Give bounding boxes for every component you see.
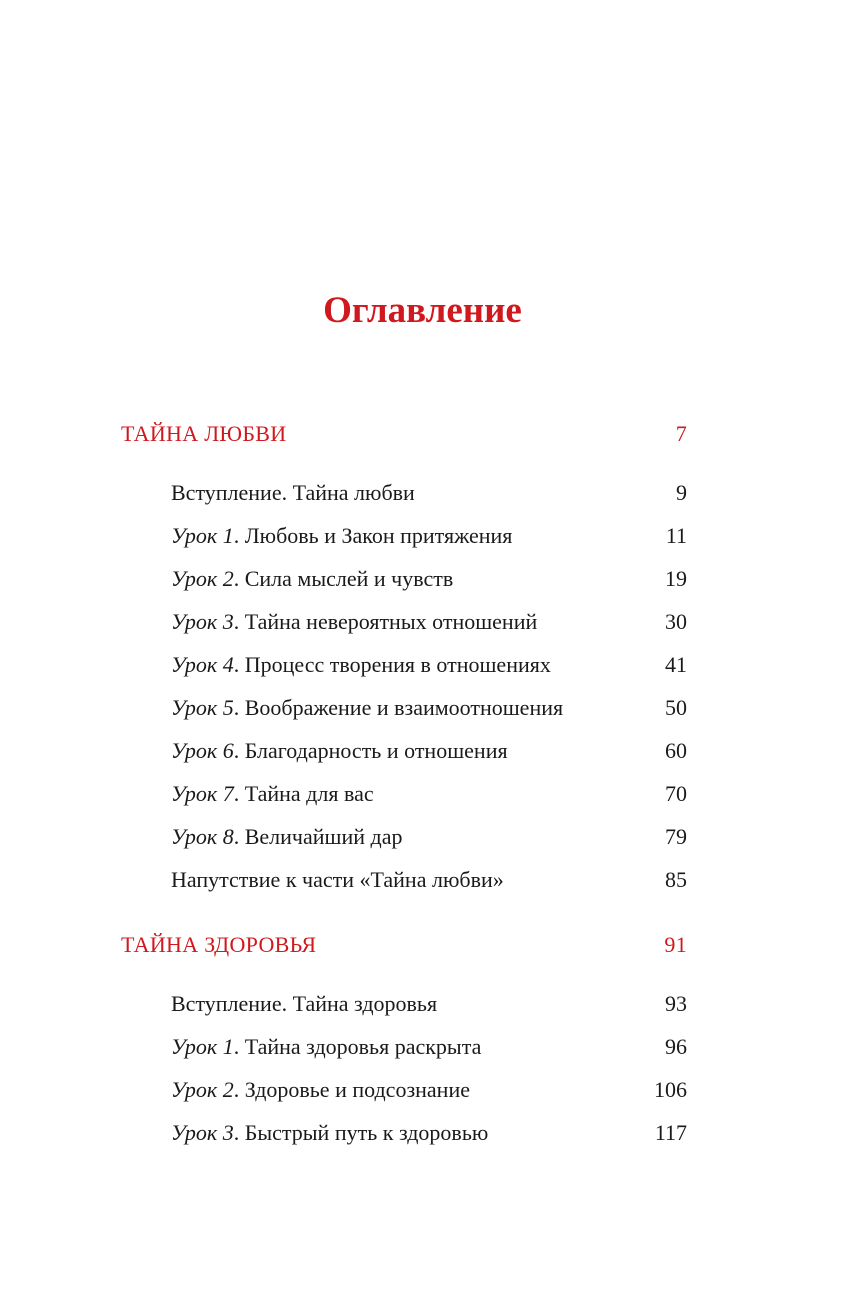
entry-label bbox=[171, 737, 508, 765]
entry-text: Вступление. Тайна любви bbox=[171, 480, 415, 505]
entry-label bbox=[171, 608, 537, 636]
entry-page-number: 96 bbox=[665, 1034, 687, 1059]
entry-text: . Быстрый путь к здоровью bbox=[233, 1120, 489, 1145]
entry-page-number: 85 bbox=[665, 867, 687, 892]
entry-label bbox=[171, 990, 437, 1018]
entry-label bbox=[171, 1033, 481, 1061]
entry-page-number: 11 bbox=[665, 523, 687, 548]
entry-page-number: 9 bbox=[676, 480, 687, 505]
entry-label bbox=[171, 1119, 488, 1147]
part-page-number: 91 bbox=[664, 932, 687, 957]
entry-lesson-prefix: Урок 5 bbox=[171, 695, 234, 720]
entry-text: . Воображение и взаимоотношения bbox=[233, 695, 564, 720]
entry-text: Напутствие к части «Тайна любви» bbox=[171, 867, 504, 892]
entry-page-number: 117 bbox=[654, 1120, 687, 1145]
part-title: ТАЙНА ЛЮБВИ bbox=[121, 421, 287, 446]
entry-text: Вступление. Тайна здоровья bbox=[171, 991, 438, 1016]
entry-page-number: 60 bbox=[665, 738, 687, 763]
entry-label bbox=[171, 651, 551, 679]
entry-lesson-prefix: Урок 3 bbox=[171, 1120, 234, 1145]
entry-lesson-prefix: Урок 1 bbox=[171, 1034, 234, 1059]
entry-label bbox=[171, 694, 563, 722]
entry-text: . Процесс творения в отношениях bbox=[233, 652, 551, 677]
entry-lesson-prefix: Урок 7 bbox=[171, 781, 234, 806]
entry-text: . Сила мыслей и чувств bbox=[233, 566, 454, 591]
entry-text: . Любовь и Закон притяжения bbox=[233, 523, 513, 548]
entry-page-number: 70 bbox=[665, 781, 687, 806]
entry-label bbox=[171, 866, 504, 894]
entry-lesson-prefix: Урок 4 bbox=[171, 652, 234, 677]
entry-text: . Благодарность и отношения bbox=[233, 738, 508, 763]
entry-label bbox=[171, 823, 402, 851]
entry-page-number: 19 bbox=[665, 566, 687, 591]
entry-lesson-prefix: Урок 2 bbox=[171, 1077, 234, 1102]
entry-lesson-prefix: Урок 1 bbox=[171, 523, 234, 548]
part-page-number: 7 bbox=[675, 421, 687, 446]
entry-lesson-prefix: Урок 8 bbox=[171, 824, 234, 849]
entry-page-number: 30 bbox=[665, 609, 687, 634]
entry-page-number: 79 bbox=[665, 824, 687, 849]
toc-title: Оглавление bbox=[323, 290, 522, 331]
entry-label bbox=[171, 479, 415, 507]
entry-page-number: 50 bbox=[665, 695, 687, 720]
entry-lesson-prefix: Урок 2 bbox=[171, 566, 234, 591]
entry-text: . Величайший дар bbox=[233, 824, 403, 849]
entry-text: . Тайна для вас bbox=[233, 781, 374, 806]
entry-lesson-prefix: Урок 3 bbox=[171, 609, 234, 634]
entry-page-number: 41 bbox=[665, 652, 687, 677]
entry-page-number: 93 bbox=[665, 991, 687, 1016]
entry-label bbox=[171, 780, 374, 808]
entry-page-number: 106 bbox=[654, 1077, 687, 1102]
entry-text: . Здоровье и подсознание bbox=[233, 1077, 470, 1102]
entry-text: . Тайна здоровья раскрыта bbox=[233, 1034, 482, 1059]
entry-label bbox=[171, 1076, 470, 1104]
entry-label bbox=[171, 565, 453, 593]
entry-lesson-prefix: Урок 6 bbox=[171, 738, 234, 763]
entry-text: . Тайна невероятных отношений bbox=[233, 609, 538, 634]
part-title: ТАЙНА ЗДОРОВЬЯ bbox=[121, 932, 317, 957]
entry-label bbox=[171, 522, 512, 550]
